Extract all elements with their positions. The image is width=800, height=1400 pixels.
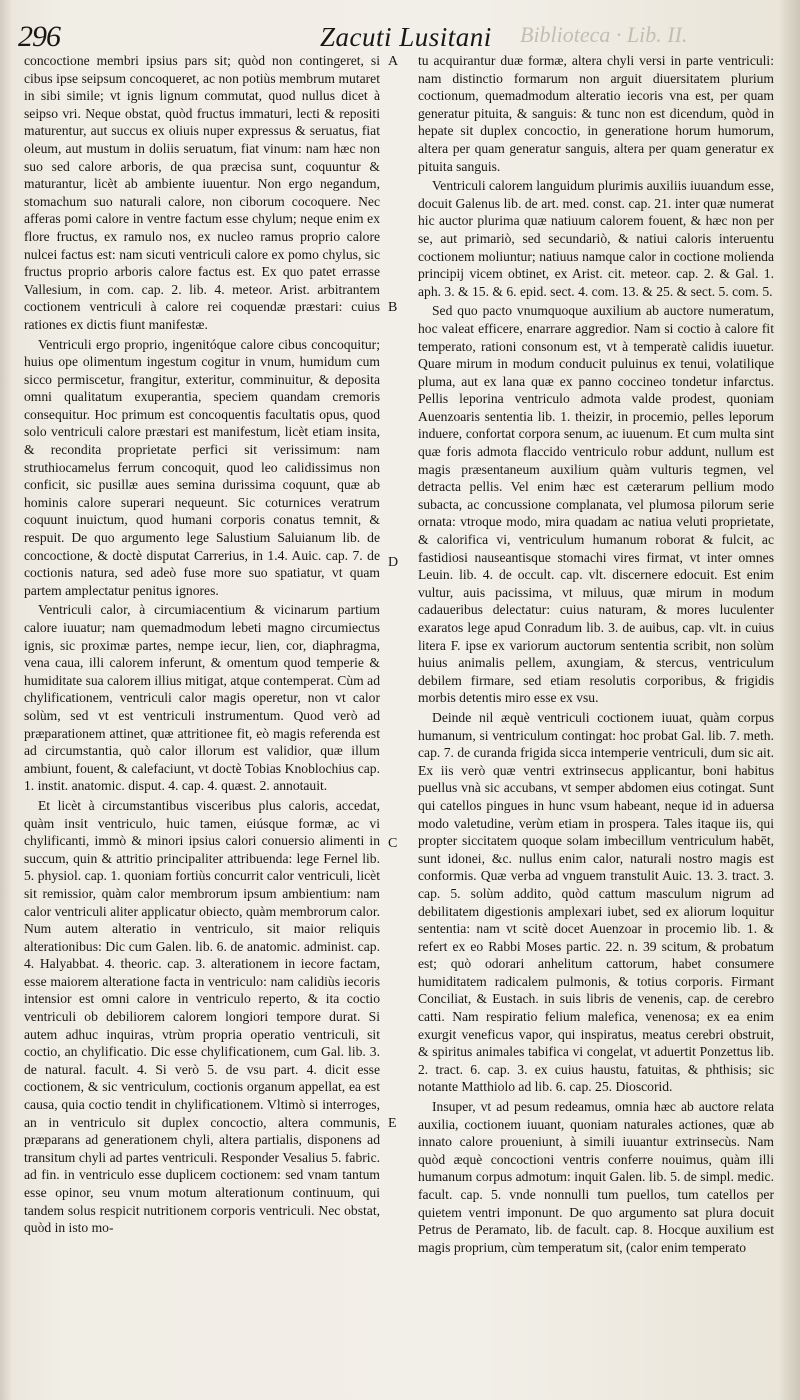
left-column [24, 52, 380, 1239]
paragraph: Ventriculi ergo proprio, ingenitóque calore cibus concoquitur; huius ope olimentum ingestum cogitur in vnum, humidum cum sicco permiscetur, frangitur, exteritur, comminuitur, & deposita omni qualitatum exuperantia, speciem quandam cremoris consequitur. Hoc primum est concoquentis facultatis opus, quod solo ventriculi calore præstari est manifestum, licèt etiam insita, & recondita proprietate perfici sit verissimum: nam struthiocamelus ferrum concoquit, quod leo calidissimus non conficit, sic pusillæ aues semina durissima coquunt, quæ ab hominis calore superari nequeunt. Sic coturnices veratrum coquunt inuictum, quod humani corporis conatus temnit, & respuit. De quo argumento lege Salustium Saluianum lib. de concoctione, & doctè disputat Carrerius, in 1.4. Auic. cap. 7. de coctionis natura, sed adeò fuse more suo spatiatur, vt quam partem amplectatur penitus ignores. [24, 336, 380, 598]
page-edge-shadow [778, 0, 800, 1400]
paragraph: Ventriculi calor, à circumiacentium & vicinarum partium calore iuuatur; nam quemadmodum lebeti magno circumiectus ignis, sic proximæ partes, nempe iecur, lien, cor, diaphragma, vena caua, illi calorem inferunt, & omentum quod temperie & humiditate sua calorem illius mitigat, atque contemperat. Cùm ad chylificationem, ventriculi calor magis operetur, non vt calor solùm, sed vt est ventriculi instrumentum. Quod verò ad præparationem attinet, quæ attritionee fit, eò magis referenda est ad circumstantia, quò calor illorum est validior, quæ illum ambiunt, fouent, & calefaciunt, vt doctè Tobias Knoblochius cap. 1. instit. anatomic. disput. 4. cap. 4. quæst. 2. annotauit. [24, 602, 380, 794]
right-column [418, 52, 774, 1258]
show-through-text: Biblioteca · Lib. II. [520, 22, 688, 47]
paragraph: tu acquirantur duæ formæ, altera chyli versi in parte ventriculi: nam distinctio formarum non arguit diuersitatem plurium coctionum, quemadmodum alteratio iecoris vna est, per quam generatur pituita, & sanguis: & tunc non est dicendum, quòd in hepate sit duplex concoctio, in generatione horum humorum, altera per quam generatur sanguis, altera per quam generatur ex pituita sanguis. [418, 53, 774, 174]
margin-letter: C [388, 836, 398, 851]
page-number: 296 [18, 20, 60, 53]
paragraph: concoctione membri ipsius pars sit; quòd non contingeret, si cibus ipse seipsum concoqueret, ac non potiùs membrum mutaret in sibi simile; vt ignis lignum commutat, quod nullus dicet à seipso vri. Neque obstat, quòd fructus immaturi, lecti & repositi maturentur, aut succus ex oliuis nuper expressus & seruatus, fiat oleum, aut mustum in doliis seruatum, fiat vinum: nam hæc non suo sed calore arboris, de qua præcisa sunt, coquuntur & maturantur, licèt ab ambiente iuuentur. Non ergo negandum, stomachum suo naturali calore, non ciborum cocoquere. Nec afferas pomi calore in ventre factum esse chylum; neque enim ex flore fructus, ex ramulo nos, ex nucleo ramus proprio calore nulcei factus est: nam sicuti ventriculi calore ex pomo chylus, sic fructus proprio arboris calore factus est. Ex quo patet errasse Vallesium, in com. cap. 2. lib. 4. meteor. Arist. arbitrantem coctionem ventriculi à calore rei coquendæ præstari: cuius rationes ex dictis fiunt manifestæ. [24, 53, 380, 332]
page-left-shadow [0, 0, 12, 1400]
margin-letter: E [388, 1116, 397, 1131]
margin-letter: D [388, 555, 399, 570]
paragraph: Insuper, vt ad pesum redeamus, omnia hæc ab auctore relata auxilia, coctionem iuuant, quoniam naturales actiones, quæ ab innato calore proueniunt, à simili iuuantur extrinsecùs. Nam quòd æquè concoctioni ventris conferre nouimus, quàm illi humanum corpus admotum: inquit Galen. lib. 5. de simpl. medic. facult. cap. 5. vnde nonnulli tum puellos, tum catellos per quietem ventri imponunt. De quo argumento sat plura docuit Petrus de Peramato, lib. de facult. cap. 8. Hocque auxilium est magis proprium, cùm temperatum sit, (calor enim temperato [418, 1099, 774, 1255]
margin-letter: B [388, 300, 398, 315]
page-header [0, 18, 800, 52]
paragraph: Sed quo pacto vnumquoque auxilium ab auctore numeratum, hoc valeat efficere, enarrare aggredior. Nam si coctio à calore fit temperato, rationi consonum est, vt à temperatè calidis iuuetur. Quare mirum in modum conducit puluinus ex tenui, volatilique pluma, aut ex lana quæ ex panno coccineo tondetur infarctus. Pellis leporina ventriculo admota valde prodest, quoniam Auenzoaris sententia lib. 1. theizir, in procemio, pelles leporum induere, confortat corpora senum, ac iuuenum. Et cum multa sint quæ foris admota flaccido ventriculo robur addunt, nullum est magis præsentaneum auxilium quàm vulturis tegmen, vel detracta pellis. Vel enim hæc est cæterarum pellium modo subacta, ac concussione complanata, vel plumosa pilorum serie ornata: vtroque modo, mira quadam ac natiua veluti proprietate, & calorifica vi, ventriculum humanum roborat & fulcit, ac fastidiosi nauseantisque stomachi vires firmat, vt inter omnes Leuin. lib. 4. de occult. cap. vlt. discernere edocuit. Est enim vultur, auis pacissima, vt miluus, quæ mirum in modum cadaueribus delectatur: cuius naturam, & mores luculenter exaratos lege apud Conradum lib. 3. de auibus, cap. vlt. in cuius litera F. ipse ex variorum auctorum sententia scribit, non solùm huius animalis pellem, axungiam, & stercus, ventriculum debilem firmare, sed etiam resolutis corporibus, & frigidis morbis detentis miro esse ex vsu. [418, 303, 774, 706]
paragraph: Et licèt à circumstantibus visceribus plus caloris, accedat, quàm insit ventriculo, huic tamen, eiúsque formæ, ac vi chylificanti, immò & minori ipsius calori conuersio alimenti in succum, quin & attritio principaliter attribuenda: lege Fernel lib. 5. physiol. cap. 1. quoniam fortiùs concurrit calor ventriculi, licèt sit remissior, quàm calor membrorum ipsum ambientium: nam calor ventriculi aliter applicatur obiecto, quàm membrorum calor. Num autem alteratio in ventriculo, sit maior reliquis alterationibus: Dic cum Galen. lib. 6. de anatomic. administ. cap. 4. Halyabbat. 4. theoric. cap. 3. alterationem in iecore factam, esse maiorem alteratione facta in ventriculo: nam calidiùs iecoris intensior est omni calore in ventriculo reperto, & ita coctio ventriculi ob debiliorem calorem longiori tempore durat. Si autem adhuc inquiras, vtrùm propria operatio ventriculi, sit coctio, an chylificatio. Dic esse chylificationem, cum Gal. lib. 3. de natural. facult. 4. Si verò 5. de vsu part. 4. dicit esse coctionem, & sic ventriculum, coctionis organum appellat, ea est causa, quia coctio tendit in chylificationem. Vltimò si interroges, an in ventriculo sit duplex concoctio, altera communis, præparans ad generationem chyli, altera partialis, disponens ad transitum chyli ad partes ventriculi. Responder Vesalius 5. fabric. ad fin. in ventriculo esse duplicem coctionem: sed vnam tantum esse opinor, seu vnum motum alterationum continuum, qui tandem solus respicit nutritionem corporis ventriculi. Nec obstat, quòd in isto mo- [24, 797, 380, 1236]
running-title: Zacuti Lusitani [320, 22, 492, 52]
paragraph: Ventriculi calorem languidum plurimis auxiliis iuuandum esse, docuit Galenus lib. de art. med. const. cap. 21. inter quæ numerat hic auctor plurima quæ natiuum calorem fouent, & hæc non per se, aut primariò, sed secundariò, & natiui caloris interuentu coctionem moliuntur; natiuus namque calor in coctione molienda principij vicem obtinet, ex Arist. cit. meteor. cap. 2. & Gal. 1. aph. 3. & 15. & 6. epid. sect. 4. com. 13. & 25. & sect. 5. com. 5. [418, 178, 774, 299]
paragraph: Deinde nil æquè ventriculi coctionem iuuat, quàm corpus humanum, si ventriculum contingat: hoc probat Gal. lib. 7. meth. cap. 7. de curanda frigida sicca intemperie ventriculi, dum sic ait. Ex iis verò quæ ventri extrinsecus applicantur, boni habitus puellus vnà sic accubans, vt semper abdomen eius cotingat. Sunt qui catellos pingues in hunc vsum habeant, neque id in aduersa modo valetudine, verùm etiam in prospera. Tales itaque iis, qui propter siccitatem quoque solam imbecillum ventriculum habēt, sunt idonei, &c. nullus enim calor, naturali nostro magis est conformis. Quæ verba ad vnguem transtulit Auic. 13. 3. tract. 3. cap. 5. solùm addito, quòd cattum masculum nigrum ad debilitatem digestionis amplexari iubet, sed ex aliorum loquitur sententia: nam vt scitè docet Auenzoar in procemio lib. 1. & refert ex eo Rabbi Moses partic. 22. n. 39 scitum, & probatum est; quò odorari anhelitum cattorum, habet consumere humiditatem radicalem pulmonis, & totius corporis. Firmant Conciliat, & Eustach. in suis libris de venenis, cap. de cerebro catti. Nam respiratio felium malefica, venenosa; ex ea enim exurgit veneficus vapor, qui inspiratus, meatus cerebri obstruit, & spiritus animales tabifica vi congelat, vt aduertit Ponzettus lib. 2. tract. 6. cap. 3. ex cuius haustu, fatuitas, & phthisis; sic notante Matthiolo ad lib. 6. cap. 25. Dioscorid. [418, 709, 774, 1095]
margin-letter: A [388, 54, 399, 69]
